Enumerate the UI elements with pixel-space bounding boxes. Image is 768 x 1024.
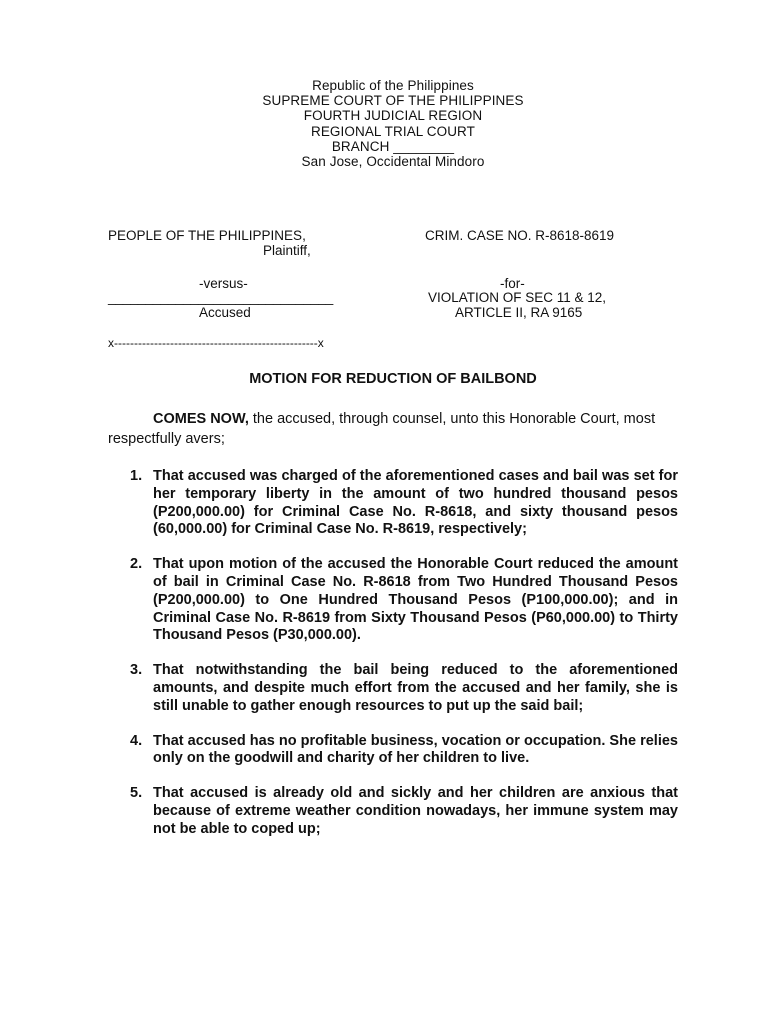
allegations-list (130, 468, 678, 856)
list-item (130, 662, 678, 715)
versus-label: -versus- (199, 276, 248, 291)
violation-line-2: ARTICLE II, RA 9165 (455, 305, 583, 320)
intro-lead: COMES NOW, (153, 411, 249, 427)
header-trial-court: REGIONAL TRIAL COURT (310, 123, 476, 139)
court-header (0, 78, 768, 169)
item-text: That accused was charged of the aforementioned cases and bail was set for her temporary liberty in the amount of two hundred thousand pesos (P200,000.00) for Criminal Case No. R-8618, and sixty thousand pesos (60,000.00) for Criminal Case No. R-8619, respectively; (153, 468, 678, 538)
plaintiff-name: PEOPLE OF THE PHILIPPINES, (108, 228, 306, 243)
list-item (130, 785, 678, 838)
item-number: 5. (130, 785, 143, 802)
plaintiff-role: Plaintiff, (263, 243, 311, 258)
item-text: That accused is already old and sickly and her children are anxious that because of extreme weather condition nowadays, her immune system may not be able to coped up; (153, 785, 678, 837)
item-number: 2. (130, 556, 143, 573)
intro-paragraph (108, 409, 683, 449)
caption-separator: x---------------------------------------------------x (108, 336, 324, 350)
item-text: That accused has no profitable business, vocation or occupation. She relies only on the goodwill and charity of her children to live. (153, 732, 678, 767)
header-supreme-court: SUPREME COURT OF THE PHILIPPINES (262, 93, 524, 109)
list-item (130, 556, 678, 645)
header-branch: BRANCH ________ (331, 138, 455, 154)
for-label: -for- (500, 276, 525, 291)
header-location: San Jose, Occidental Mindoro (301, 154, 485, 170)
header-judicial-region: FOURTH JUDICIAL REGION (303, 108, 483, 124)
item-number: 3. (130, 662, 143, 679)
case-number: CRIM. CASE NO. R-8618-8619 (425, 228, 615, 243)
accused-role: Accused (199, 305, 251, 320)
accused-name-blank: ______________________________ (108, 290, 334, 305)
header-republic: Republic of the Philippines (312, 78, 474, 93)
list-item (130, 733, 678, 769)
item-number: 1. (130, 468, 143, 484)
violation-line-1: VIOLATION OF SEC 11 & 12, (428, 290, 607, 305)
item-number: 4. (130, 732, 143, 749)
intro-rest: the accused, through counsel, unto this Honorable Court, most respectfully avers; (108, 411, 656, 447)
item-text: That notwithstanding the bail being reduced to the aforementioned amounts, and despite much effort from the accused and her family, she is still unable to gather enough resources to put up the said bail; (153, 662, 678, 714)
motion-title: MOTION FOR REDUCTION OF BAILBOND (249, 371, 537, 387)
item-text: That upon motion of the accused the Honorable Court reduced the amount of bail in Criminal Case No. R-8618 from Two Hundred Thousand Pesos (P200,000.00) to One Hundred Thousand Pesos (P100,000.00); and in Criminal Case No. R-8619 from Sixty Thousand Pesos (P60,000.00) to Thirty Thousand Pesos (P30,000.00). (153, 556, 678, 644)
list-item (130, 468, 678, 539)
